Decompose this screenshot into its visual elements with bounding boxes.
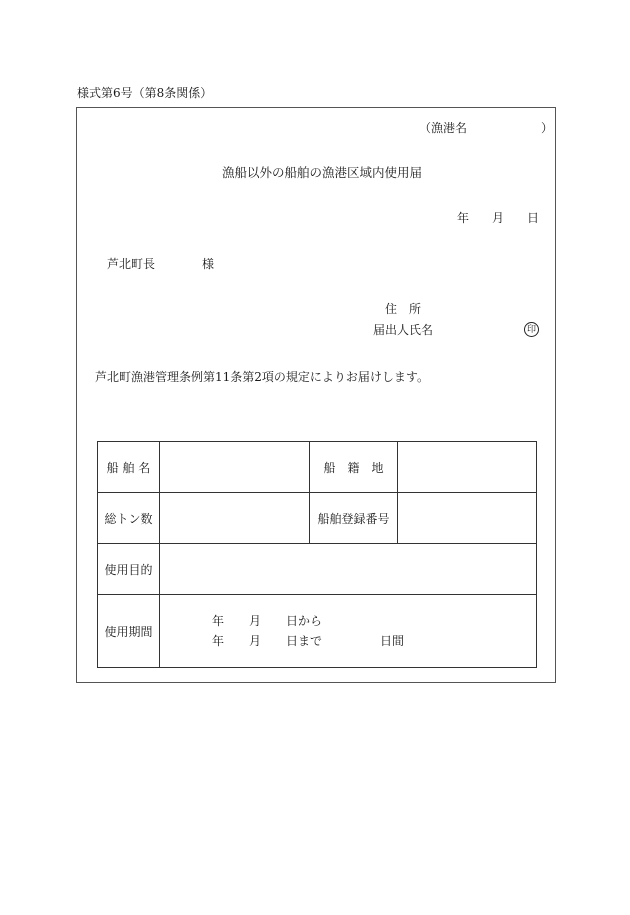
- table-row: [98, 442, 537, 493]
- period-days: 日間: [380, 634, 405, 648]
- table-row: [98, 493, 537, 544]
- detail-table: [97, 441, 537, 668]
- period-from-month: 月: [249, 614, 262, 628]
- port-name-close: ）: [541, 121, 554, 135]
- period-from-year: 年: [212, 614, 225, 628]
- vessel-name-field[interactable]: [160, 442, 310, 493]
- date-month: 月: [492, 211, 505, 225]
- address-label: 住 所: [385, 302, 422, 316]
- recipient-name: 芦北町長: [107, 257, 156, 271]
- registration-number-label: 船舶登録番号: [310, 493, 398, 544]
- period-field[interactable]: [160, 595, 537, 668]
- purpose-label: 使用目的: [98, 544, 160, 595]
- gross-tonnage-label: 総トン数: [98, 493, 160, 544]
- registration-number-field[interactable]: [398, 493, 537, 544]
- table-row: [98, 544, 537, 595]
- period-to-line: [212, 631, 536, 651]
- form-number: 様式第6号（第8条関係）: [77, 86, 213, 100]
- form-title: 漁船以外の船舶の漁港区域内使用届: [222, 165, 423, 180]
- statement: 芦北町漁港管理条例第11条第2項の規定によりお届けします。: [95, 370, 429, 384]
- date-day: 日: [527, 211, 540, 225]
- vessel-name-label: 船 舶 名: [98, 442, 160, 493]
- recipient-honorific: 様: [202, 257, 215, 271]
- seal-mark: [524, 321, 539, 337]
- period-to-year: 年: [212, 634, 225, 648]
- applicant-name-label: 届出人氏名: [373, 323, 434, 337]
- period-to-month: 月: [249, 634, 262, 648]
- table-row: [98, 595, 537, 668]
- period-to-day: 日まで: [286, 634, 323, 648]
- registry-place-field[interactable]: [398, 442, 537, 493]
- period-label: 使用期間: [98, 595, 160, 668]
- seal-icon: 印: [524, 322, 539, 337]
- purpose-field[interactable]: [160, 544, 537, 595]
- registry-place-label: 船 籍 地: [310, 442, 398, 493]
- gross-tonnage-field[interactable]: [160, 493, 310, 544]
- period-from-day: 日から: [286, 614, 323, 628]
- port-name-label: （漁港名: [419, 121, 468, 135]
- period-from-line: [212, 611, 536, 631]
- date-year: 年: [457, 211, 470, 225]
